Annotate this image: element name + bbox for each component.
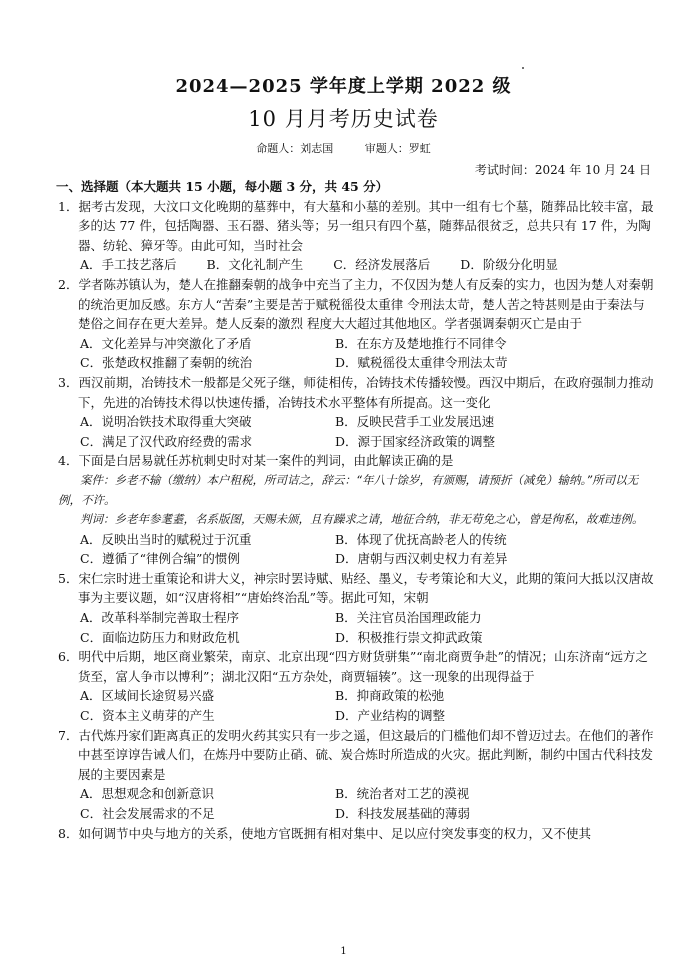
option-d[interactable]: D．赋税徭役太重律令刑法太苛 bbox=[335, 355, 508, 371]
question-3 bbox=[58, 373, 656, 451]
question-1 bbox=[58, 197, 656, 275]
option-b[interactable]: B．关注官员治国理政能力 bbox=[335, 610, 482, 626]
option-a[interactable]: A．思想观念和创新意识 bbox=[80, 786, 215, 802]
options bbox=[58, 686, 656, 725]
option-d[interactable]: D．积极推行崇文抑武政策 bbox=[335, 629, 483, 645]
option-c[interactable]: C．遵循了“律例合编”的惯例 bbox=[80, 551, 240, 567]
author-name: 命题人：刘志国 bbox=[256, 142, 334, 155]
question-stem: 3．西汉前期，冶铸技术一般都是父死子继，师徒相传，冶铸技术传播较慢。西汉中期后，在政府强制力推动下，先进的冶铸技术得以快速传播，冶铸技术水平整体有所提高。这一变化 bbox=[58, 374, 654, 410]
question-content bbox=[58, 177, 656, 843]
option-a[interactable]: A．手工技艺落后 bbox=[80, 257, 177, 273]
exam-title-line1: 2024—2025 学年度上学期 2022 级 bbox=[175, 76, 512, 97]
option-c[interactable]: C．资本主义萌芽的产生 bbox=[80, 708, 215, 724]
option-a[interactable]: A．说明冶铁技术取得重大突破 bbox=[80, 414, 252, 430]
option-b[interactable]: B．在东方及楚地推行不同律令 bbox=[335, 335, 507, 351]
reviewer-name: 审题人：罗虹 bbox=[364, 142, 431, 155]
question-8 bbox=[58, 824, 656, 844]
question-stem: 2．学者陈苏镇认为，楚人在推翻秦朝的战争中充当了主力，不仅因为楚人有反秦的实力，也因为楚人对秦朝的统治更加反感。东方人“苦秦”主要是苦于赋税徭役太重律 令刑法太苛，楚人苦之特甚则是由于秦法与楚俗之间存在更大差异。楚人反秦的激烈 程度大大超过其他地区。学者强调秦朝灭亡是由于 bbox=[58, 276, 654, 332]
question-stem: 4．下面是白居易就任苏杭刺史时对某一案件的判词，由此解读正确的是 bbox=[58, 453, 454, 469]
option-d[interactable]: D．阶级分化明显 bbox=[460, 257, 558, 273]
question-stem: 6．明代中后期，地区商业繁荣，南京、北京出现“四方财货骈集”“南北商贾争赴”的情况；山东济南“远方之货至，富人争市以博利”；湖北汉阳“五方杂处，商贾辐辏”。这一现象的出现得益于 bbox=[58, 649, 648, 684]
exam-time: 考试时间：2024 年 10 月 24 日 bbox=[474, 163, 651, 177]
options bbox=[58, 334, 656, 373]
question-stem: 1．据考古发现，大汶口文化晚期的墓葬中，有大墓和小墓的差别。其中一组有七个墓，随葬品比较丰富，最多的达 77 件，包括陶器、玉石器、猪头等；另一组只有四个墓，随葬品很贫乏，总共只有 17 件，为陶器、纺轮、獐牙等。由此可知，当时社会 bbox=[58, 198, 654, 253]
exam-title-line2: 10 月月考历史试卷 bbox=[248, 107, 439, 131]
option-b[interactable]: B．反映民营手工业发展迅速 bbox=[335, 414, 495, 430]
option-d[interactable]: D．产业结构的调整 bbox=[335, 708, 446, 724]
question-7 bbox=[58, 726, 656, 824]
option-c[interactable]: C．张楚政权推翻了秦朝的统治 bbox=[80, 355, 253, 371]
option-a[interactable]: A．区域间长途贸易兴盛 bbox=[80, 688, 215, 704]
options bbox=[58, 608, 656, 647]
option-c[interactable]: C．满足了汉代政府经费的需求 bbox=[80, 433, 253, 449]
option-b[interactable]: B．文化礼制产生 bbox=[206, 257, 304, 273]
section-title: 一、选择题（本大题共 15 小题，每小题 3 分，共 45 分） bbox=[56, 179, 389, 194]
option-d[interactable]: D．唐朝与西汉刺史权力有差异 bbox=[335, 551, 508, 567]
scan-speck bbox=[522, 67, 524, 69]
question-5 bbox=[58, 569, 656, 647]
option-a[interactable]: A．文化差异与冲突激化了矛盾 bbox=[80, 335, 252, 351]
judgment-material: 判词：乡老年参耄耋，名系版图，天赐未颁，且有躁求之请，地征合纳，非无苟免之心，曾是徇私，故难违例。 bbox=[80, 512, 644, 527]
options bbox=[58, 784, 656, 823]
option-c[interactable]: C．面临边防压力和财政危机 bbox=[80, 629, 240, 645]
option-c[interactable]: C．社会发展需求的不足 bbox=[80, 806, 215, 821]
question-6 bbox=[58, 647, 656, 725]
option-d[interactable]: D．科技发展基础的薄弱 bbox=[335, 806, 471, 821]
question-4 bbox=[58, 451, 656, 569]
option-a[interactable]: A．改革科举制完善取士程序 bbox=[80, 610, 240, 626]
question-stem: 5．宋仁宗时进士重策论和讲大义，神宗时罢诗赋、贴经、墨义，专考策论和大义，此期的策问大抵以汉唐故事为主要议题，如“汉唐将相”“唐始终治乱”等。据此可知，宋朝 bbox=[58, 570, 654, 606]
option-b[interactable]: B．抑商政策的松弛 bbox=[335, 688, 445, 704]
option-a[interactable]: A．反映出当时的赋税过于沉重 bbox=[80, 531, 252, 547]
options bbox=[58, 412, 656, 451]
option-d[interactable]: D．源于国家经济政策的调整 bbox=[335, 433, 496, 449]
options bbox=[58, 255, 656, 275]
option-b[interactable]: B．统治者对工艺的漠视 bbox=[335, 786, 470, 802]
question-stem: 8．如何调节中央与地方的关系，使地方官既拥有相对集中、足以应付突发事变的权力，又不使其 bbox=[58, 825, 591, 841]
case-material: 案件：乡老不输（缴纳）本户租税，所司诘之，辞云：“年八十馀岁，有颁赐，请预折（减免）输纳。”所司以无例，不许。 bbox=[58, 472, 639, 507]
question-stem: 7．古代炼丹家们距离真正的发明火药其实只有一步之遥，但这最后的门槛他们却不曾迈过去。在他们的著作中甚至谆谆告诫人们，在炼丹中要防止硝、硫、炭合炼时所造成的火灾。据此判断，制约中国古代科技发展的主要因素是 bbox=[58, 727, 654, 782]
authors-line bbox=[0, 140, 687, 156]
option-c[interactable]: C．经济发展落后 bbox=[333, 257, 431, 273]
option-b[interactable]: B．体现了优抚高龄老人的传统 bbox=[335, 531, 507, 547]
page-number: 1 bbox=[340, 946, 347, 957]
question-2 bbox=[58, 275, 656, 373]
options bbox=[58, 530, 656, 569]
